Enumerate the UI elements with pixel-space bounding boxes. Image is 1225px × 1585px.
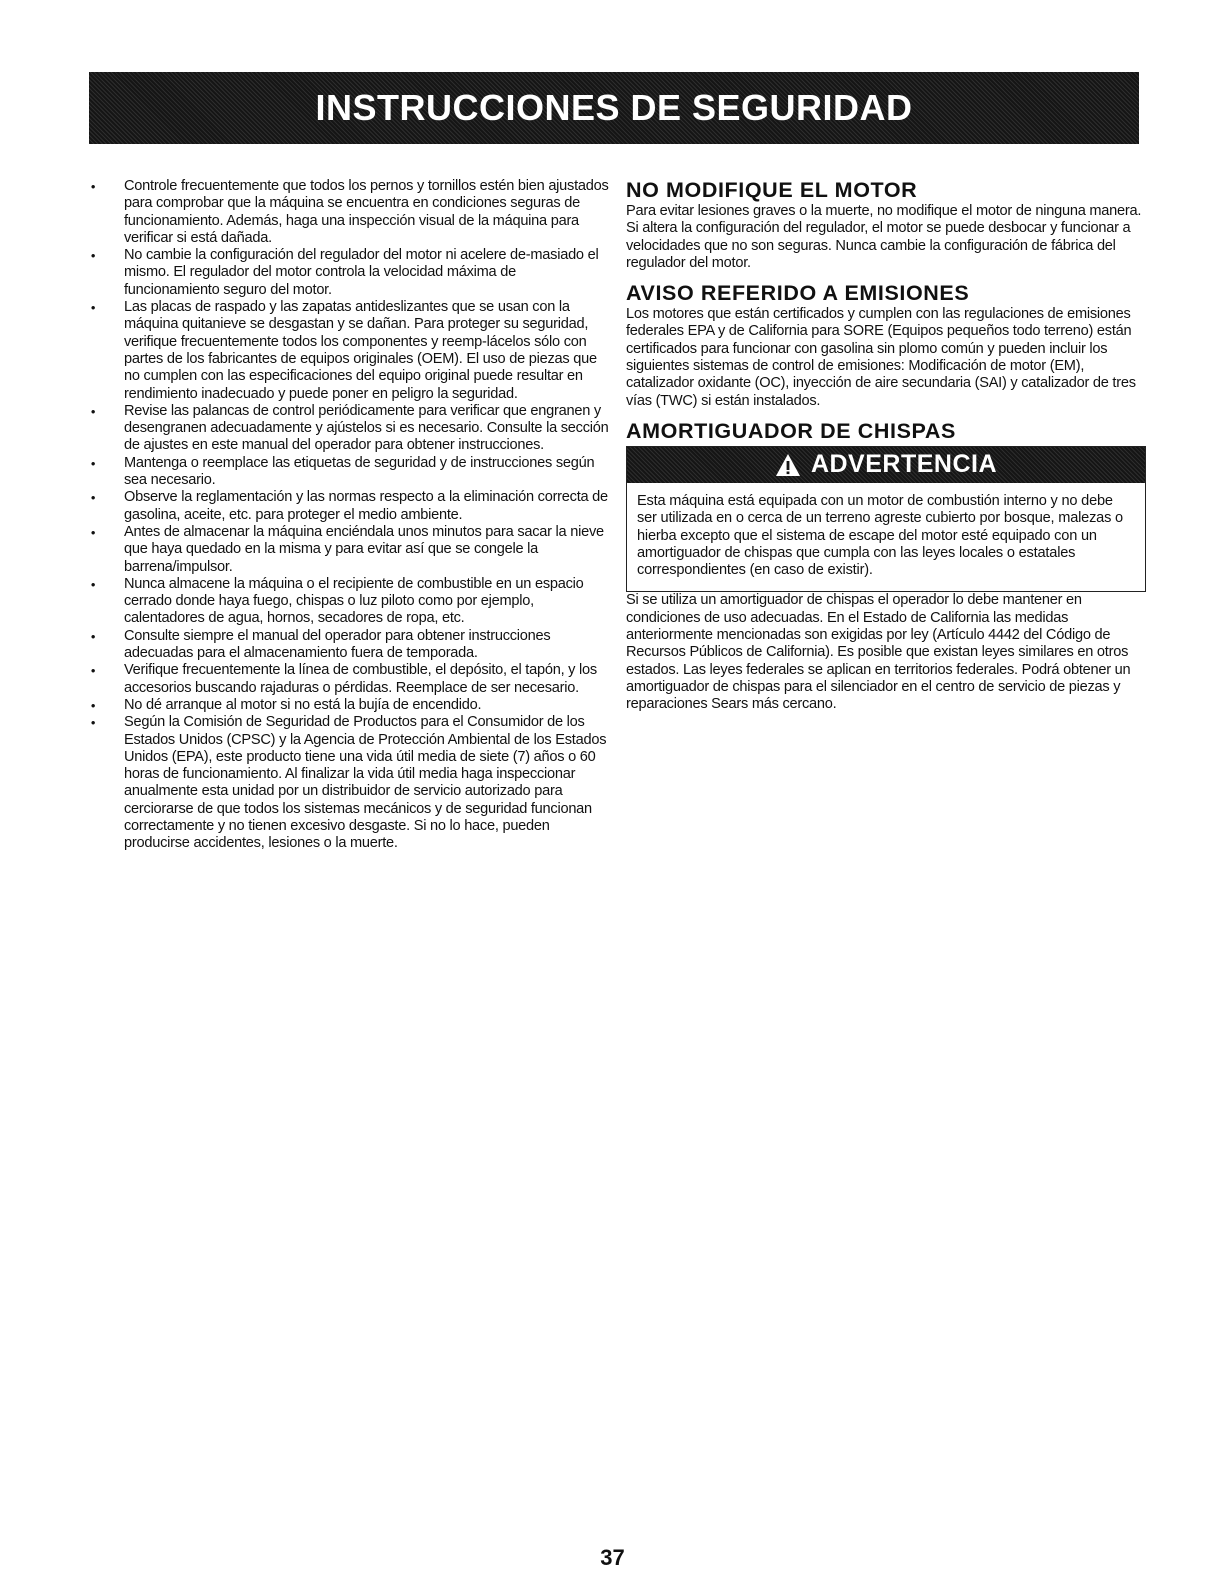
list-item: • Consulte siempre el manual del operador para obtener instrucciones adecuadas para el almacenamiento fuera de temporada. bbox=[88, 628, 610, 663]
section-text-emissions: Los motores que están certificados y cumplen con las regulaciones de emisiones federales EPA y de California para SORE (Equipos pequeños todo terreno) están certificados para funcionar con gasolina sin plomo común y pueden incluir los siguientes sistemas de control de emisiones: Modificación de motor (EM), catalizador oxidante (OC), inyección de aire secundaria (SAI) y catalizador de tres vías (TWC) si están instalados. bbox=[626, 306, 1136, 409]
section-heading-engine: NO MODIFIQUE EL MOTOR bbox=[626, 178, 918, 202]
bullet-icon: • bbox=[90, 248, 96, 264]
bullet-icon: • bbox=[90, 663, 96, 679]
page-title: INSTRUCCIONES DE SEGURIDAD bbox=[315, 87, 913, 128]
list-item: • No cambie la configuración del regulador del motor ni acelere de-masiado el mismo. El regulador del motor controla la velocidad máxima de funcionamiento seguro del motor. bbox=[88, 247, 610, 299]
list-item: • Las placas de raspado y las zapatas antideslizantes que se usan con la máquina quitanieve se desgastan y se dañan. Para proteger su seguridad, verifique frecuentemente todos los componentes y reemp-lácelos sólo con partes de los fabricantes de equipos originales (OEM). El uso de piezas que no cumplen con las especificaciones del equipo original puede resultar en rendimiento inadecuado y puede poner en peligro la seguridad. bbox=[88, 299, 610, 403]
list-item: • Observe la reglamentación y las normas respecto a la eliminación correcta de gasolina, aceite, etc. para proteger el medio ambiente. bbox=[88, 489, 610, 524]
bullet-icon: • bbox=[90, 576, 96, 592]
left-column bbox=[88, 178, 610, 853]
list-item: • Revise las palancas de control periódicamente para verificar que engranen y desengranen adecuadamente y ajústelos si es necesario. Consulte la sección de ajustes en este manual del operador para obtener instrucciones. bbox=[88, 403, 610, 455]
bullet-icon: • bbox=[90, 628, 96, 644]
list-item: • No dé arranque al motor si no está la bujía de encendido. bbox=[88, 697, 610, 714]
bullet-icon: • bbox=[90, 403, 96, 419]
bullet-icon: • bbox=[90, 715, 96, 731]
section-heading-emissions: AVISO REFERIDO A EMISIONES bbox=[626, 281, 970, 306]
section-heading-spark-arrester: AMORTIGUADOR DE CHISPAS bbox=[626, 418, 956, 443]
warning-box bbox=[626, 446, 1146, 592]
bullet-icon: • bbox=[90, 697, 96, 713]
list-item: • Antes de almacenar la máquina enciéndala unos minutos para sacar la nieve que haya quedado en la misma y para evitar así que se congele la barrena/impulsor. bbox=[88, 524, 610, 576]
safety-bullet-list bbox=[88, 178, 610, 853]
bullet-icon: • bbox=[90, 524, 96, 540]
list-item: • Verifique frecuentemente la línea de combustible, el depósito, el tapón, y los accesorios buscando rajaduras o pérdidas. Reemplace de ser necesario. bbox=[88, 662, 610, 697]
header-banner bbox=[89, 72, 1139, 144]
section-text-spark-arrester: Si se utiliza un amortiguador de chispas el operador lo debe mantener en condiciones de uso adecuadas. En el Estado de California las medidas anteriormente mencionadas son exigidas por ley (Artículo 4442 del Código de Recursos Públicos de California). Es posible que existan leyes similares en otros estados. Las leyes federales se aplican en territorios federales. Podrá obtener un amortiguador de chispas para el silenciador en el centro de servicio de piezas y reparaciones Sears más cercano. bbox=[626, 592, 1131, 713]
warning-text: Esta máquina está equipada con un motor de combustión interno y no debe ser utilizada en o cerca de un terreno agreste cubierto por bosque, malezas o hierba excepto que el sistema de escape del motor esté equipado con un amortiguador de chispas que cumpla con las leyes locales o estatales correspondientes (en caso de existir). bbox=[637, 492, 1123, 579]
list-item: • Mantenga o reemplace las etiquetas de seguridad y de instrucciones según sea necesario. bbox=[88, 455, 610, 490]
bullet-icon: • bbox=[90, 490, 96, 506]
section-text-engine: Para evitar lesiones graves o la muerte, no modifique el motor de ninguna manera. Si altera la configuración del regulador, el motor se puede desbocar y funcionar a velocidades que no son seguras. Nunca cambie la configuración de fábrica del regulador del motor. bbox=[626, 203, 1142, 271]
list-item: • Según la Comisión de Seguridad de Productos para el Consumidor de los Estados Unidos (CPSC) y la Agencia de Protección Ambiental de los Estados Unidos (EPA), este producto tiene una vida útil media de siete (7) años o 60 horas de funcionamiento. Al finalizar la vida útil media haga inspeccionar anualmente esta unidad por un distribuidor de servicio autorizado para cerciorarse de que todos los sistemas mecánicos y de seguridad funcionan correctamente y no tienen excesivo desgaste. Si no lo hace, pueden producirse accidentes, lesiones o la muerte. bbox=[88, 714, 610, 852]
right-column bbox=[626, 177, 1154, 714]
warning-header bbox=[627, 447, 1145, 483]
bullet-icon: • bbox=[90, 455, 96, 471]
list-item: • Controle frecuentemente que todos los pernos y tornillos estén bien ajustados para comprobar que la máquina se encuentra en condiciones seguras de funcionamiento. Además, haga una inspección visual de la máquina para verificar si está dañada. bbox=[88, 178, 610, 247]
warning-triangle-icon bbox=[775, 453, 801, 477]
list-item: • Nunca almacene la máquina o el recipiente de combustible en un espacio cerrado donde haya fuego, chispas o luz piloto como por ejemplo, calentadores de agua, hornos, secadores de ropa, etc. bbox=[88, 576, 610, 628]
bullet-icon: • bbox=[90, 300, 96, 316]
warning-label: ADVERTENCIA bbox=[810, 450, 998, 479]
page-number: 37 bbox=[600, 1545, 625, 1570]
bullet-icon: • bbox=[90, 179, 96, 194]
